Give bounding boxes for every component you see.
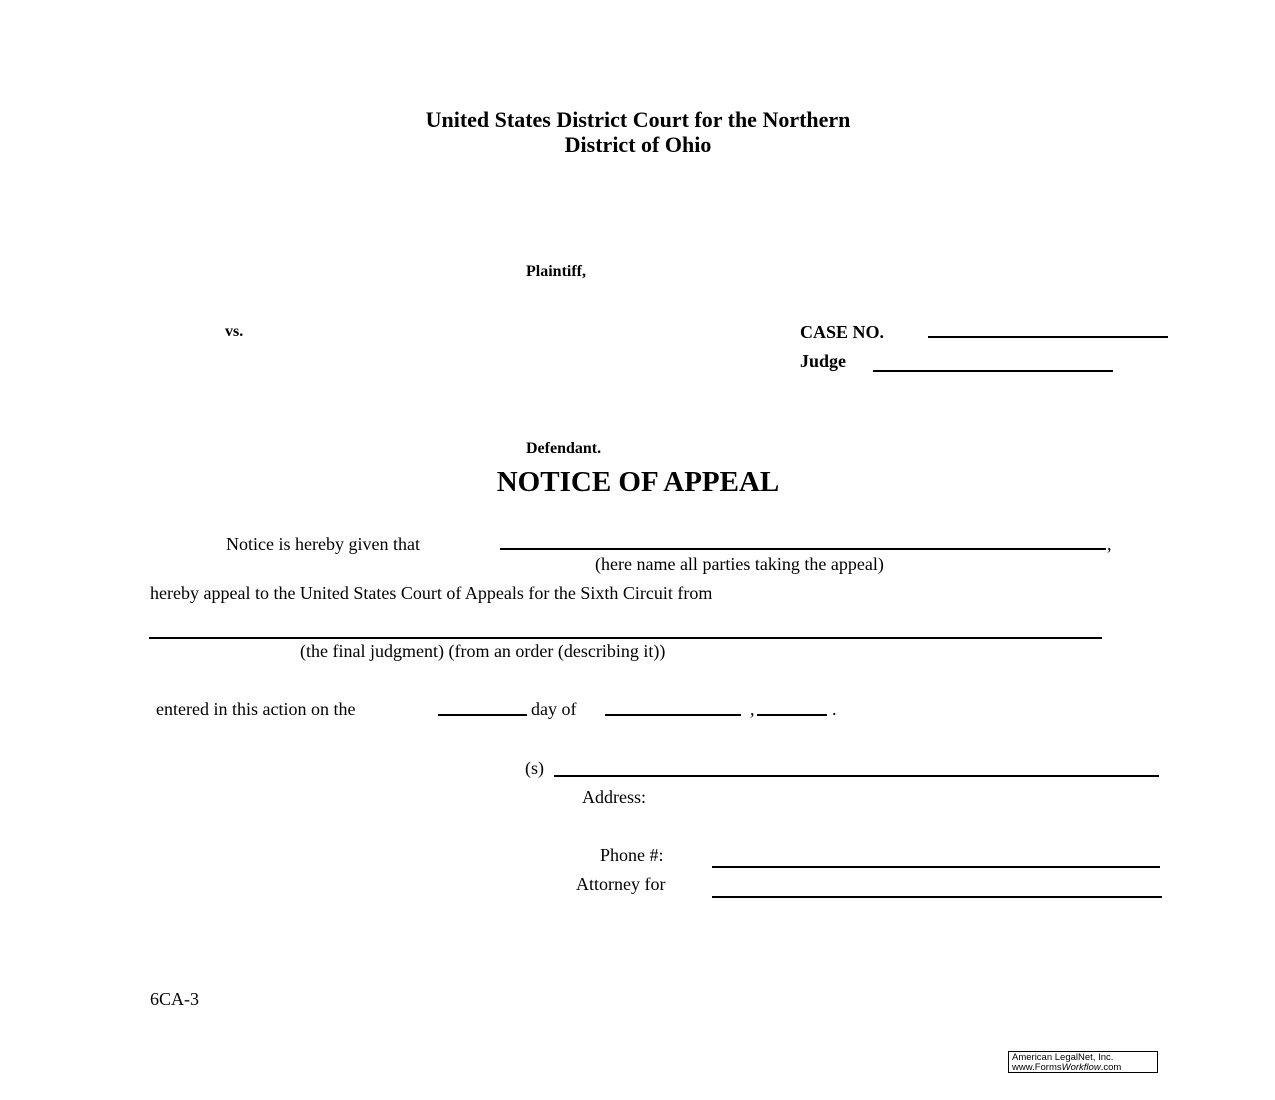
period: . bbox=[832, 699, 837, 719]
attorney-for-field[interactable] bbox=[712, 896, 1162, 898]
signature-label: (s) bbox=[525, 758, 544, 778]
day-of-text: day of bbox=[531, 699, 577, 719]
judge-label: Judge bbox=[800, 351, 847, 371]
plaintiff-label: Plaintiff, bbox=[526, 263, 586, 280]
year-field[interactable] bbox=[757, 714, 827, 716]
logo-line1: American LegalNet, Inc. bbox=[1012, 1052, 1114, 1063]
phone-label: Phone #: bbox=[600, 845, 664, 865]
court-name-line2: District of Ohio bbox=[564, 132, 712, 157]
case-no-label: CASE NO. bbox=[800, 322, 885, 342]
defendant-label: Defendant. bbox=[526, 440, 602, 457]
american-legalnet-logo bbox=[1008, 1051, 1158, 1073]
form-id: 6CA-3 bbox=[150, 989, 199, 1009]
appeal-text: hereby appeal to the United States Court of Appeals for the Sixth Circuit from bbox=[150, 583, 713, 603]
logo-text-c: .com bbox=[1100, 1062, 1122, 1073]
court-name-line1: United States District Court for the Northern bbox=[425, 107, 851, 132]
month-field[interactable] bbox=[605, 714, 741, 716]
document-title: NOTICE OF APPEAL bbox=[496, 466, 780, 498]
notice-given-text: Notice is hereby given that bbox=[226, 534, 420, 554]
comma: , bbox=[1107, 534, 1112, 554]
logo-text-a: www.Forms bbox=[1012, 1062, 1062, 1073]
vs-label: vs. bbox=[225, 323, 244, 340]
logo-line2 bbox=[1012, 1063, 1154, 1073]
judgment-hint: (the final judgment) (from an order (describing it)) bbox=[300, 641, 666, 661]
judge-field[interactable] bbox=[873, 370, 1113, 372]
parties-field[interactable] bbox=[500, 548, 1106, 550]
comma-2: , bbox=[750, 699, 755, 719]
day-field[interactable] bbox=[438, 714, 527, 716]
phone-field[interactable] bbox=[712, 866, 1160, 868]
logo-text-b: Workflow bbox=[1061, 1062, 1101, 1073]
parties-hint: (here name all parties taking the appeal) bbox=[595, 554, 884, 574]
case-no-field[interactable] bbox=[928, 336, 1168, 338]
attorney-for-label: Attorney for bbox=[576, 874, 666, 894]
signature-field[interactable] bbox=[554, 775, 1159, 777]
entered-text: entered in this action on the bbox=[156, 699, 356, 719]
address-label: Address: bbox=[582, 787, 646, 807]
judgment-field[interactable] bbox=[149, 637, 1102, 639]
